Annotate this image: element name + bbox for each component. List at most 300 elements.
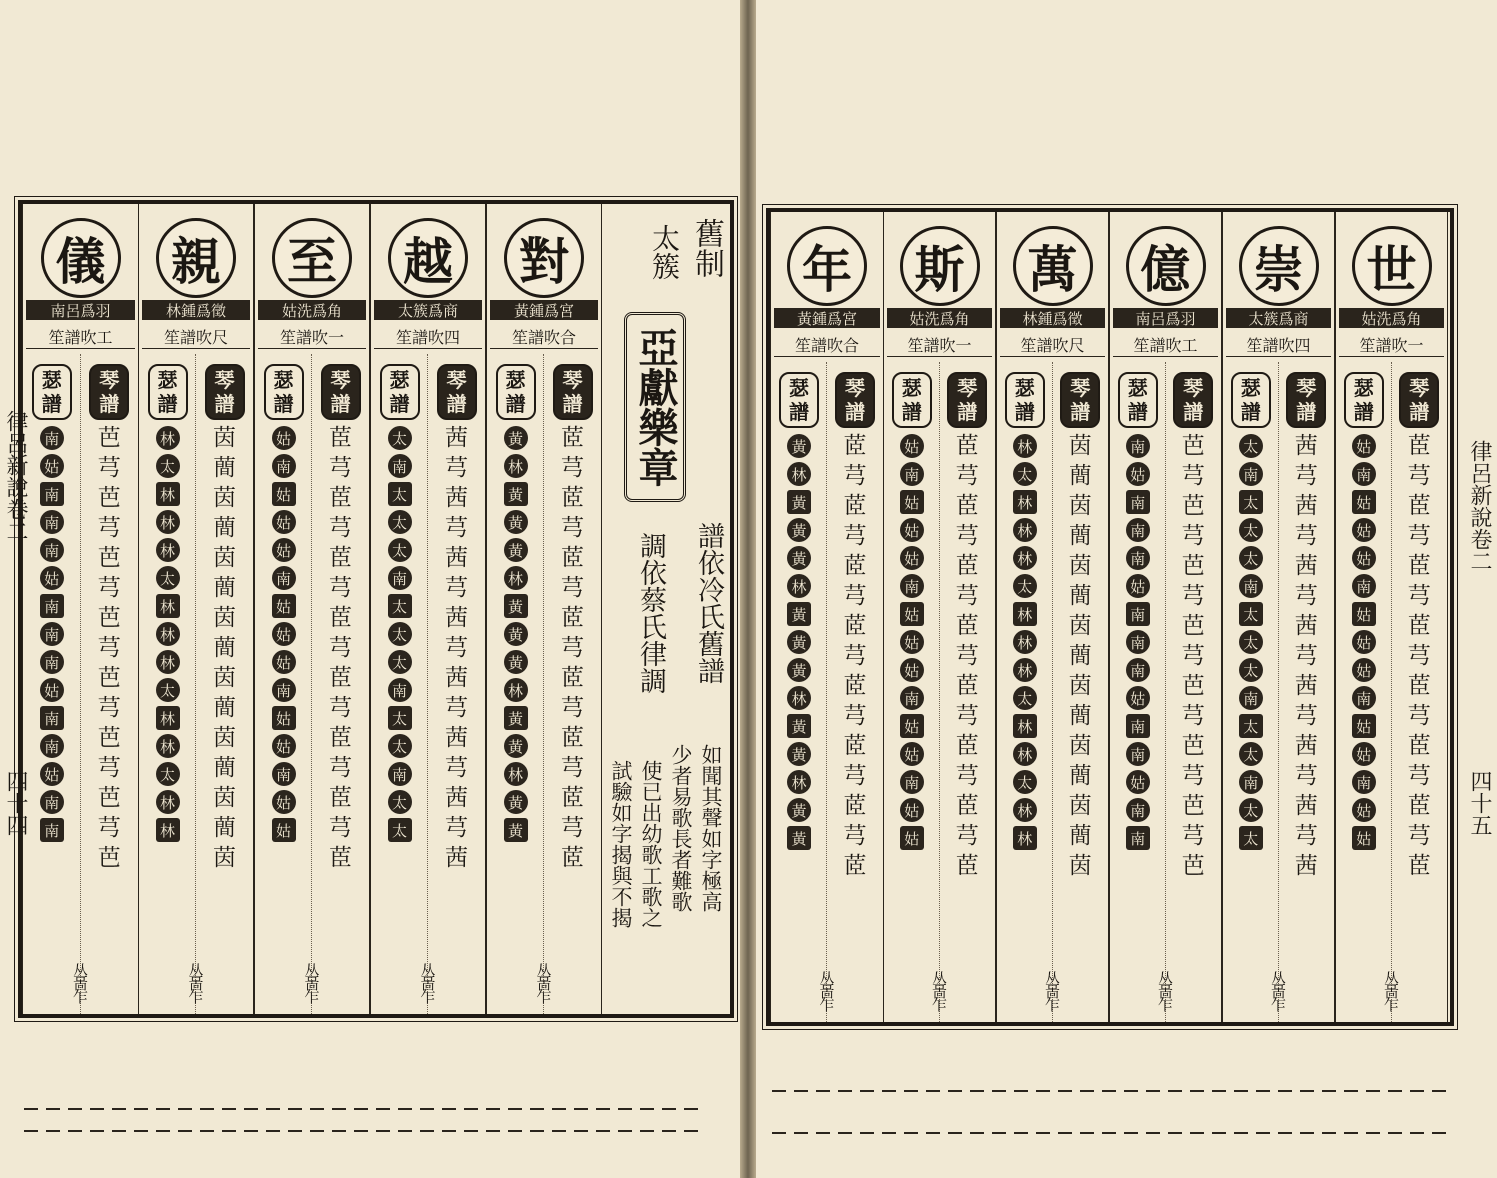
qin-note: 芎 <box>329 575 352 601</box>
se-note: 太 <box>1239 490 1263 514</box>
qin-note: 芎 <box>955 463 979 489</box>
qin-note: 芎 <box>1181 823 1205 849</box>
mode-label: 南呂爲羽 <box>1113 308 1218 328</box>
se-note: 林 <box>1013 602 1037 626</box>
se-note: 林 <box>787 462 811 486</box>
se-note: 林 <box>1013 742 1037 766</box>
qin-note: 茞 <box>955 553 979 579</box>
qin-note: 芎 <box>843 643 867 669</box>
se-note: 南 <box>1352 462 1376 486</box>
qin-note: 蕳 <box>1068 823 1092 849</box>
cadence-mark: 丛啚乍 <box>817 971 836 1010</box>
se-score-tag: 瑟譜 <box>779 372 819 428</box>
qin-note: 芎 <box>1181 523 1205 549</box>
se-note: 林 <box>1013 630 1037 654</box>
se-note: 南 <box>40 734 64 758</box>
se-note: 黃 <box>787 630 811 654</box>
qin-note: 芎 <box>1407 583 1431 609</box>
se-note: 姑 <box>900 518 924 542</box>
se-note: 姑 <box>272 594 296 618</box>
cadence-mark: 丛啚乍 <box>930 971 948 1010</box>
qin-note: 芎 <box>445 635 468 661</box>
se-note: 姑 <box>40 454 64 478</box>
qin-note: 茜 <box>1294 613 1318 639</box>
se-note: 南 <box>272 566 296 590</box>
se-note: 南 <box>1126 826 1150 850</box>
se-note: 太 <box>1013 770 1037 794</box>
se-note: 太 <box>1239 714 1263 738</box>
qin-note: 芭 <box>97 665 121 691</box>
se-note: 林 <box>504 678 528 702</box>
se-note: 黃 <box>787 714 811 738</box>
se-note: 南 <box>40 706 64 730</box>
qin-note: 茵 <box>213 845 236 871</box>
qin-note: 芎 <box>561 815 584 841</box>
qin-note: 茝 <box>843 793 867 819</box>
qin-note: 茵 <box>213 665 236 691</box>
key-label: 太簇 <box>648 224 681 280</box>
qin-lane <box>543 354 601 1014</box>
se-note: 黃 <box>787 742 811 766</box>
se-note: 黃 <box>787 798 811 822</box>
qin-note: 芎 <box>843 463 867 489</box>
flute-notation: 笙譜吹一 <box>1339 332 1444 357</box>
qin-note: 蕳 <box>1068 643 1092 669</box>
se-note: 林 <box>156 818 180 842</box>
se-note: 林 <box>504 454 528 478</box>
se-note: 林 <box>1013 518 1037 542</box>
se-note: 林 <box>156 650 180 674</box>
qin-note: 茝 <box>843 733 867 759</box>
qin-score-tag: 琴譜 <box>321 364 361 420</box>
se-note: 太 <box>388 706 412 730</box>
se-lane <box>255 354 312 1014</box>
se-note: 林 <box>1013 546 1037 570</box>
se-note: 林 <box>156 790 180 814</box>
qin-note: 茝 <box>843 613 867 639</box>
se-note: 太 <box>388 650 412 674</box>
qin-note: 茝 <box>561 845 584 871</box>
qin-note: 芎 <box>1294 703 1318 729</box>
qin-note: 芎 <box>955 703 979 729</box>
se-note: 姑 <box>272 538 296 562</box>
se-note: 林 <box>156 734 180 758</box>
se-note: 姑 <box>1352 518 1376 542</box>
qin-note: 茝 <box>843 673 867 699</box>
qin-note: 芎 <box>1181 763 1205 789</box>
qin-note: 茞 <box>955 853 979 879</box>
qin-note: 芎 <box>561 695 584 721</box>
cadence-mark: 丛啚乍 <box>302 963 321 1002</box>
se-note: 姑 <box>272 706 296 730</box>
small-line-4: 試驗如字揭與不揭 <box>609 760 633 928</box>
se-note: 姑 <box>1352 798 1376 822</box>
qin-note: 芭 <box>1181 853 1205 879</box>
note-score: 譜依冷氏舊譜 <box>693 522 724 684</box>
qin-note: 茵 <box>213 725 236 751</box>
qin-note: 芎 <box>445 755 468 781</box>
se-note: 黃 <box>787 826 811 850</box>
qin-note: 茵 <box>213 545 236 571</box>
qin-note: 茝 <box>843 493 867 519</box>
se-note: 太 <box>1239 658 1263 682</box>
se-note: 太 <box>388 482 412 506</box>
se-score-tag: 瑟譜 <box>892 372 932 428</box>
qin-score-tag: 琴譜 <box>89 364 129 420</box>
se-note: 姑 <box>900 490 924 514</box>
cadence-mark: 丛啚乍 <box>1382 971 1400 1010</box>
note-tune: 調依蔡氏律調 <box>635 532 666 694</box>
qin-note: 芎 <box>1407 523 1431 549</box>
qin-note: 蕳 <box>1068 583 1092 609</box>
qin-note: 芎 <box>955 823 979 849</box>
se-note: 太 <box>1239 798 1263 822</box>
cadence-mark: 丛啚乍 <box>1043 971 1061 1010</box>
se-note: 南 <box>272 454 296 478</box>
se-note: 姑 <box>900 658 924 682</box>
se-note: 姑 <box>900 714 924 738</box>
qin-note: 蕳 <box>213 515 236 541</box>
se-note: 南 <box>1239 686 1263 710</box>
se-note: 姑 <box>272 650 296 674</box>
se-note: 姑 <box>1126 686 1150 710</box>
qin-note: 茞 <box>955 433 979 459</box>
se-note: 南 <box>1126 490 1150 514</box>
qin-note: 芎 <box>1407 823 1431 849</box>
se-note: 黃 <box>504 650 528 674</box>
se-note: 太 <box>1239 630 1263 654</box>
mode-label: 黃鍾爲宮 <box>774 308 880 328</box>
qin-note: 茜 <box>445 845 468 871</box>
qin-note: 茞 <box>955 793 979 819</box>
qin-lane <box>1278 362 1335 1022</box>
qin-note: 茞 <box>1407 433 1431 459</box>
se-note: 南 <box>1352 770 1376 794</box>
se-lane <box>1110 362 1166 1022</box>
qin-note: 芭 <box>1181 493 1205 519</box>
qin-note: 茞 <box>329 545 352 571</box>
small-line-1: 如聞其聲如字極高 <box>699 744 723 912</box>
se-score-tag: 瑟譜 <box>264 364 304 420</box>
music-column <box>770 212 883 1022</box>
qin-note: 茜 <box>445 485 468 511</box>
music-column <box>1222 212 1335 1022</box>
se-note: 姑 <box>1126 574 1150 598</box>
se-note: 姑 <box>900 826 924 850</box>
lyric-character: 對 <box>504 218 584 298</box>
chapter-title: 亞獻樂章 <box>624 312 686 502</box>
bottom-rule <box>772 1132 1452 1134</box>
qin-note: 茞 <box>1407 493 1431 519</box>
se-note: 姑 <box>1352 742 1376 766</box>
se-note: 姑 <box>1352 490 1376 514</box>
qin-note: 芎 <box>97 695 121 721</box>
left-page <box>0 0 740 1178</box>
qin-note: 茞 <box>329 785 352 811</box>
qin-note: 芎 <box>1294 643 1318 669</box>
se-note: 姑 <box>1352 714 1376 738</box>
se-note: 南 <box>1126 518 1150 542</box>
se-lane <box>771 362 827 1022</box>
se-note: 南 <box>900 686 924 710</box>
qin-note: 芎 <box>1407 463 1431 489</box>
mode-label: 林鍾爲徵 <box>142 300 250 320</box>
qin-score-tag: 琴譜 <box>835 372 875 428</box>
qin-note: 芭 <box>1181 613 1205 639</box>
qin-score-tag: 琴譜 <box>947 372 987 428</box>
qin-note: 芎 <box>445 515 468 541</box>
qin-note: 芎 <box>843 763 867 789</box>
se-note: 南 <box>272 762 296 786</box>
se-lane <box>139 354 196 1014</box>
se-score-tag: 瑟譜 <box>148 364 188 420</box>
qin-note: 芎 <box>329 755 352 781</box>
music-column <box>996 212 1109 1022</box>
se-note: 南 <box>1126 602 1150 626</box>
qin-note: 芎 <box>561 455 584 481</box>
music-column <box>1109 212 1222 1022</box>
se-note: 黃 <box>504 734 528 758</box>
se-note: 太 <box>156 678 180 702</box>
qin-lane <box>311 354 369 1014</box>
se-note: 太 <box>388 510 412 534</box>
se-note: 姑 <box>272 510 296 534</box>
se-note: 南 <box>900 574 924 598</box>
se-note: 林 <box>1013 826 1037 850</box>
se-score-tag: 瑟譜 <box>1231 372 1271 428</box>
se-note: 太 <box>1239 602 1263 626</box>
se-note: 姑 <box>1352 602 1376 626</box>
qin-note: 茞 <box>1407 613 1431 639</box>
se-note: 南 <box>900 770 924 794</box>
lyric-character: 越 <box>388 218 468 298</box>
se-note: 南 <box>40 790 64 814</box>
se-note: 林 <box>504 762 528 786</box>
se-note: 姑 <box>900 434 924 458</box>
se-note: 黃 <box>787 434 811 458</box>
cadence-mark: 丛啚乍 <box>418 963 437 1002</box>
qin-note: 茵 <box>1068 613 1092 639</box>
lyric-character: 億 <box>1126 226 1206 306</box>
qin-note: 蕳 <box>213 455 236 481</box>
se-note: 南 <box>1126 546 1150 570</box>
qin-score-tag: 琴譜 <box>1173 372 1213 428</box>
se-note: 太 <box>388 426 412 450</box>
se-note: 林 <box>156 510 180 534</box>
qin-note: 茵 <box>213 425 236 451</box>
qin-note: 茞 <box>955 613 979 639</box>
se-note: 太 <box>1013 686 1037 710</box>
se-note: 姑 <box>272 426 296 450</box>
cadence-mark: 丛啚乍 <box>71 963 89 1002</box>
qin-note: 茞 <box>955 673 979 699</box>
qin-note: 茜 <box>445 725 468 751</box>
qin-score-tag: 琴譜 <box>553 364 593 420</box>
flute-notation: 笙譜吹尺 <box>1000 332 1105 357</box>
se-note: 林 <box>156 426 180 450</box>
se-note: 姑 <box>900 798 924 822</box>
qin-note: 芎 <box>843 523 867 549</box>
se-note: 林 <box>1013 658 1037 682</box>
qin-score-tag: 琴譜 <box>437 364 477 420</box>
qin-note: 芎 <box>97 455 121 481</box>
qin-note: 芎 <box>97 515 121 541</box>
se-note: 南 <box>40 594 64 618</box>
se-note: 林 <box>1013 714 1037 738</box>
bottom-rule <box>24 1108 704 1110</box>
qin-note: 茞 <box>1407 793 1431 819</box>
se-lane <box>1223 362 1279 1022</box>
qin-note: 茞 <box>955 493 979 519</box>
qin-note: 茵 <box>213 785 236 811</box>
qin-note: 茞 <box>329 845 352 871</box>
qin-note: 茵 <box>1068 793 1092 819</box>
se-note: 南 <box>1126 630 1150 654</box>
qin-note: 茵 <box>213 605 236 631</box>
qin-note: 芭 <box>1181 553 1205 579</box>
se-score-tag: 瑟譜 <box>380 364 420 420</box>
qin-note: 茜 <box>1294 793 1318 819</box>
qin-note: 蕳 <box>1068 703 1092 729</box>
qin-note: 茜 <box>445 665 468 691</box>
se-note: 太 <box>388 622 412 646</box>
se-note: 林 <box>1013 434 1037 458</box>
se-note: 林 <box>1013 798 1037 822</box>
qin-note: 茝 <box>561 545 584 571</box>
se-note: 南 <box>388 566 412 590</box>
se-note: 太 <box>1239 434 1263 458</box>
qin-note: 芎 <box>561 515 584 541</box>
qin-note: 茞 <box>1407 853 1431 879</box>
qin-lane <box>1391 362 1448 1022</box>
se-note: 太 <box>388 538 412 562</box>
qin-lane <box>80 354 139 1014</box>
music-column <box>254 204 370 1014</box>
qin-note: 芎 <box>1294 463 1318 489</box>
qin-note: 芎 <box>97 575 121 601</box>
se-note: 黃 <box>787 602 811 626</box>
se-note: 黃 <box>504 594 528 618</box>
qin-note: 茜 <box>445 785 468 811</box>
qin-note: 芭 <box>97 725 121 751</box>
se-note: 太 <box>1013 574 1037 598</box>
se-note: 南 <box>1239 574 1263 598</box>
se-note: 姑 <box>1126 770 1150 794</box>
qin-note: 蕳 <box>213 815 236 841</box>
flute-notation: 笙譜吹一 <box>258 324 366 349</box>
music-column <box>370 204 486 1014</box>
qin-note: 茝 <box>843 433 867 459</box>
mode-label: 林鍾爲徵 <box>1000 308 1105 328</box>
se-note: 南 <box>1352 686 1376 710</box>
se-note: 太 <box>388 594 412 618</box>
lyric-character: 親 <box>156 218 236 298</box>
se-score-tag: 瑟譜 <box>1118 372 1158 428</box>
qin-note: 芭 <box>1181 733 1205 759</box>
se-note: 姑 <box>272 790 296 814</box>
small-line-2: 少者易歌長者難歌 <box>669 744 693 912</box>
se-note: 太 <box>156 566 180 590</box>
cadence-mark: 丛啚乍 <box>1156 971 1174 1010</box>
se-note: 南 <box>1126 798 1150 822</box>
qin-note: 芎 <box>1181 583 1205 609</box>
qin-note: 芭 <box>1181 433 1205 459</box>
mode-label: 太簇爲商 <box>1226 308 1331 328</box>
music-column <box>883 212 996 1022</box>
qin-note: 蕳 <box>1068 463 1092 489</box>
se-note: 太 <box>156 762 180 786</box>
qin-note: 茝 <box>561 665 584 691</box>
se-note: 南 <box>1352 574 1376 598</box>
flute-notation: 笙譜吹合 <box>490 324 598 349</box>
se-note: 姑 <box>272 622 296 646</box>
qin-lane <box>427 354 485 1014</box>
lyric-character: 萬 <box>1013 226 1093 306</box>
qin-note: 蕳 <box>1068 763 1092 789</box>
lyric-character: 世 <box>1352 226 1432 306</box>
qin-note: 茝 <box>561 485 584 511</box>
qin-note: 茵 <box>213 485 236 511</box>
heading-column <box>602 204 730 1014</box>
music-column <box>138 204 254 1014</box>
qin-note: 茜 <box>1294 853 1318 879</box>
se-note: 林 <box>787 574 811 598</box>
qin-note: 茜 <box>1294 493 1318 519</box>
se-lane <box>1336 362 1392 1022</box>
qin-score-tag: 琴譜 <box>205 364 245 420</box>
qin-note: 芎 <box>329 455 352 481</box>
se-note: 黃 <box>787 490 811 514</box>
qin-note: 茜 <box>1294 553 1318 579</box>
se-note: 南 <box>40 650 64 674</box>
left-margin-book-title: 律呂新說卷二 <box>3 410 28 542</box>
lyric-character: 崇 <box>1239 226 1319 306</box>
qin-score-tag: 琴譜 <box>1286 372 1326 428</box>
se-note: 姑 <box>272 734 296 758</box>
se-note: 南 <box>1126 742 1150 766</box>
qin-note: 茵 <box>1068 493 1092 519</box>
se-note: 南 <box>900 462 924 486</box>
qin-note: 茞 <box>955 733 979 759</box>
qin-note: 茞 <box>1407 553 1431 579</box>
bottom-rule <box>772 1090 1452 1092</box>
qin-note: 茜 <box>1294 673 1318 699</box>
se-lane <box>884 362 940 1022</box>
flute-notation: 笙譜吹四 <box>1226 332 1331 357</box>
qin-score-tag: 琴譜 <box>1060 372 1100 428</box>
qin-note: 芎 <box>329 515 352 541</box>
se-note: 南 <box>388 678 412 702</box>
music-column <box>486 204 602 1014</box>
book-gutter <box>740 0 756 1178</box>
qin-note: 芎 <box>1294 763 1318 789</box>
qin-note: 芎 <box>561 755 584 781</box>
qin-note: 蕳 <box>213 755 236 781</box>
bottom-rule <box>24 1130 704 1132</box>
right-margin-book-title: 律呂新說卷二 <box>1467 440 1492 572</box>
flute-notation: 笙譜吹一 <box>887 332 992 357</box>
music-column <box>22 204 138 1014</box>
se-lane <box>487 354 544 1014</box>
qin-note: 芎 <box>1407 703 1431 729</box>
qin-note: 茝 <box>561 605 584 631</box>
qin-note: 芎 <box>843 823 867 849</box>
se-note: 太 <box>156 454 180 478</box>
se-score-tag: 瑟譜 <box>496 364 536 420</box>
se-note: 南 <box>1126 434 1150 458</box>
se-note: 黃 <box>787 518 811 542</box>
qin-note: 芎 <box>1294 583 1318 609</box>
